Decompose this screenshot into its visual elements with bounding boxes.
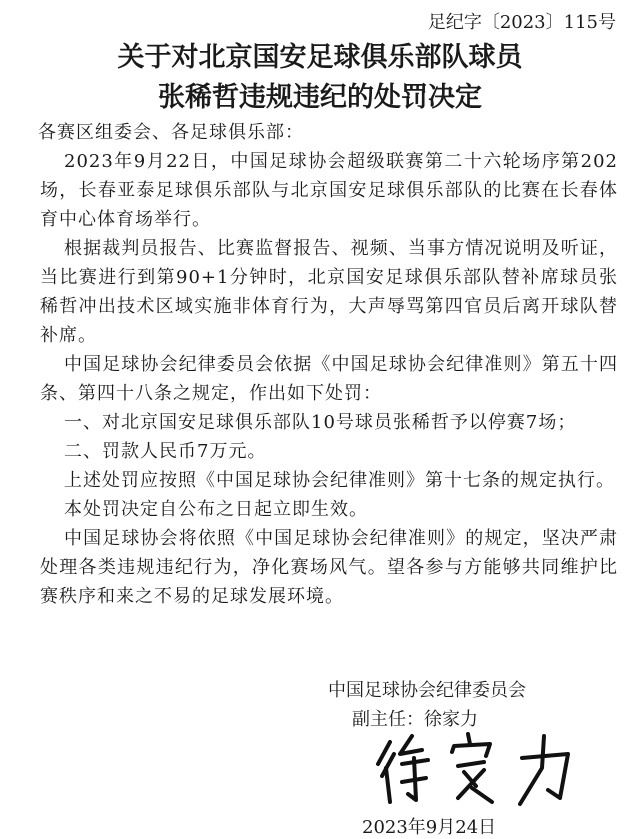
paragraph-basis: 中国足球协会纪律委员会依据《中国足球协会纪律准则》第五十四条、第四十八条之规定，作出如下处罚： [40,354,618,404]
salutation: 各赛区组委会、各足球俱乐部： [38,122,304,143]
handwritten-signature [372,728,602,808]
paragraph-penalty-fine: 二、罚款人民币7万元。 [64,441,267,462]
document-date: 2023年9月24日 [362,817,497,838]
paragraph-match-info: 2023年9月22日，中国足球协会超级联赛第二十六轮场序第202场，长春亚泰足球俱乐部队与北京国安足球俱乐部队的比赛在长春体育中心体育场举行。 [40,151,618,230]
issuer-name: 中国足球协会纪律委员会 [328,680,526,701]
title-line-2: 张稀哲违规违纪的处罚决定 [158,82,482,113]
paragraph-incident: 根据裁判员报告、比赛监督报告、视频、当事方情况说明及听证，当比赛进行到第90+1分钟时，北京国安足球俱乐部队替补席球员张稀哲冲出技术区域实施非体育行为，大声辱骂第四官员后离开球队替补席。 [40,238,618,346]
signer-role: 副主任：徐家力 [352,709,478,730]
document-body [40,118,618,611]
paragraph-statement: 中国足球协会将依照《中国足球协会纪律准则》的规定，坚决严肃处理各类违规违纪行为，净化赛场风气。望各参与方能够共同维护比赛秩序和来之不易的足球发展环境。 [40,528,618,607]
title-line-1: 关于对北京国安足球俱乐部队球员 [117,42,523,73]
paragraph-penalty-suspension: 一、对北京国安足球俱乐部队10号球员张稀哲予以停赛7场； [64,412,577,433]
document-number: 足纪字〔2023〕115号 [427,12,616,33]
paragraph-execution: 上述处罚应按照《中国足球协会纪律准则》第十七条的规定执行。 [64,470,615,491]
paragraph-effective: 本处罚决定自公布之日起立即生效。 [64,499,368,520]
